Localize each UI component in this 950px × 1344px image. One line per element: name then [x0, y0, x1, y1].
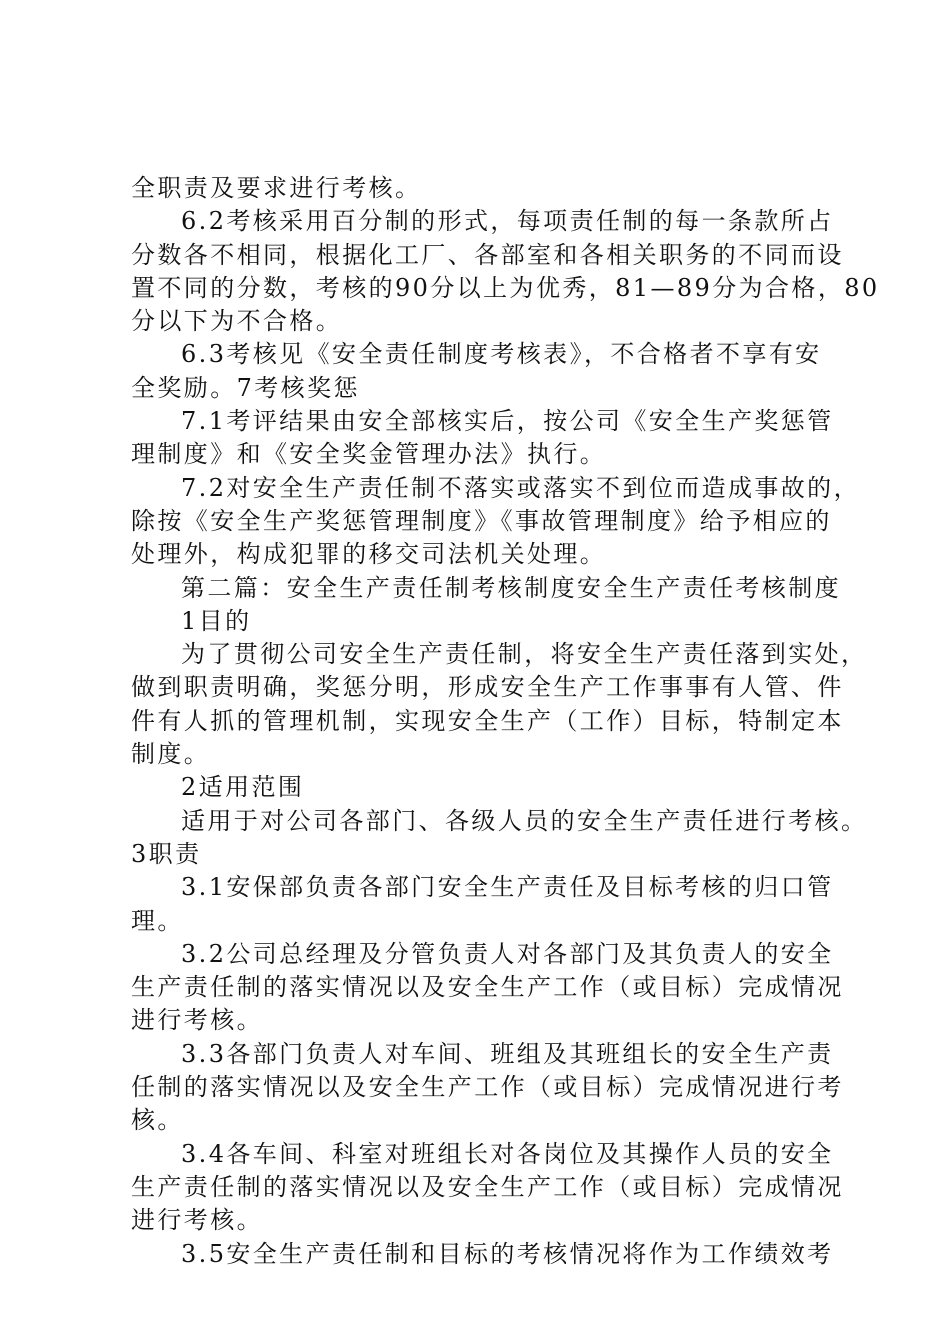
text-line: 适用于对公司各部门、各级人员的安全生产责任进行考核。	[181, 806, 868, 835]
text-line: 任制的落实情况以及安全生产工作（或目标）完成情况进行考	[131, 1073, 844, 1102]
text-line: 2适用范围	[181, 773, 305, 802]
text-line: 为了贯彻公司安全生产责任制，将安全生产责任落到实处，	[181, 640, 868, 669]
text-line: 核。	[131, 1106, 184, 1135]
text-line: 7.1考评结果由安全部核实后，按公司《安全生产奖惩管	[181, 407, 834, 436]
text-line: 处理外，构成犯罪的移交司法机关处理。	[131, 540, 607, 569]
text-line: 全奖励。7考核奖惩	[131, 373, 360, 402]
text-line: 3.1安保部负责各部门安全生产责任及目标考核的归口管	[181, 873, 834, 902]
text-line: 3.4各车间、科室对班组长对各岗位及其操作人员的安全	[181, 1139, 834, 1168]
text-line: 3.5安全生产责任制和目标的考核情况将作为工作绩效考	[181, 1239, 834, 1268]
text-line: 件有人抓的管理机制，实现安全生产（工作）目标，特制定本	[131, 706, 844, 735]
text-line: 置不同的分数，考核的90分以上为优秀，81—89分为合格，80	[131, 273, 880, 302]
text-line: 进行考核。	[131, 1206, 263, 1235]
text-line: 理。	[131, 906, 184, 935]
text-line: 3.2公司总经理及分管负责人对各部门及其负责人的安全	[181, 939, 834, 968]
text-line: 1目的	[181, 606, 252, 635]
text-line: 理制度》和《安全奖金管理办法》执行。	[131, 440, 607, 469]
text-line: 生产责任制的落实情况以及安全生产工作（或目标）完成情况	[131, 973, 844, 1002]
text-line: 7.2对安全生产责任制不落实或落实不到位而造成事故的，	[181, 473, 860, 502]
document-body	[131, 172, 880, 1271]
text-line: 分数各不相同，根据化工厂、各部室和各相关职务的不同而设	[131, 240, 844, 269]
text-line: 3.3各部门负责人对车间、班组及其班组长的安全生产责	[181, 1039, 834, 1068]
text-line: 进行考核。	[131, 1006, 263, 1035]
text-line: 除按《安全生产奖惩管理制度》《事故管理制度》给予相应的	[131, 506, 832, 535]
text-line: 分以下为不合格。	[131, 307, 343, 336]
text-line: 做到职责明确，奖惩分明，形成安全生产工作事事有人管、件	[131, 673, 844, 702]
text-line: 制度。	[131, 740, 211, 769]
text-line: 全职责及要求进行考核。	[131, 174, 422, 202]
text-line: 6.3考核见《安全责任制度考核表》，不合格者不享有安	[181, 340, 822, 369]
text-line: 第二篇：安全生产责任制考核制度安全生产责任考核制度	[181, 573, 841, 602]
text-line: 6.2考核采用百分制的形式，每项责任制的每一条款所占	[181, 207, 834, 236]
text-line: 生产责任制的落实情况以及安全生产工作（或目标）完成情况	[131, 1172, 844, 1201]
text-line: 3职责	[131, 839, 202, 868]
